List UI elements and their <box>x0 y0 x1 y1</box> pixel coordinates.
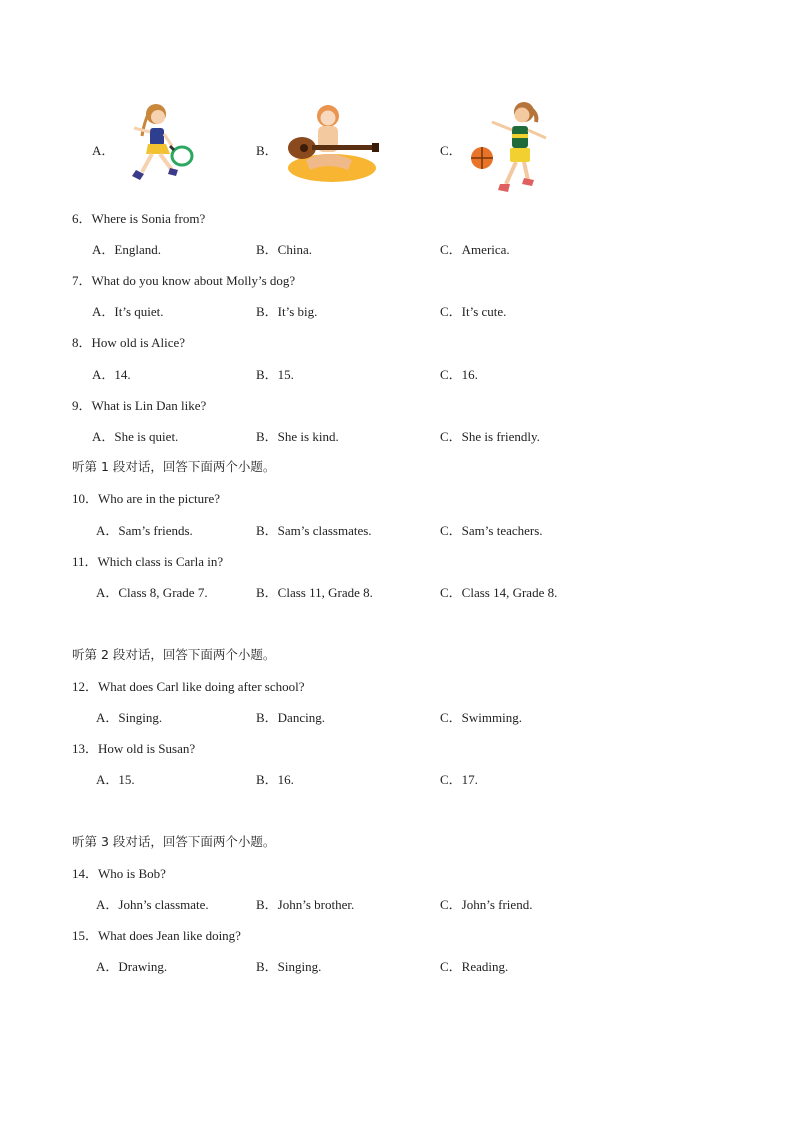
question-9: 9．What is Lin Dan like? <box>72 398 207 413</box>
section-heading-2: 听第 2 段对话，回答下面两个小题。 <box>72 647 276 662</box>
option-c[interactable]: C．Swimming. <box>440 710 522 725</box>
option-letter: A． <box>92 143 115 158</box>
option-a[interactable]: A．England. <box>92 242 161 257</box>
option-b[interactable]: B．Sam’s classmates. <box>256 523 372 538</box>
option-a[interactable]: A．14. <box>92 367 131 382</box>
question-15: 15．What does Jean like doing? <box>72 928 241 943</box>
option-b[interactable]: B．China. <box>256 242 312 257</box>
option-a[interactable]: A．Class 8, Grade 7. <box>96 585 208 600</box>
option-a[interactable]: A．It’s quiet. <box>92 304 164 319</box>
girl-playing-basketball-icon <box>466 100 556 198</box>
option-c[interactable]: C．It’s cute. <box>440 304 507 319</box>
question-7-options <box>0 301 794 319</box>
option-a[interactable]: A．Drawing. <box>96 959 168 974</box>
question-14: 14．Who is Bob? <box>72 866 166 881</box>
option-a[interactable]: A．John’s classmate. <box>96 897 209 912</box>
question-8: 8．How old is Alice? <box>72 335 186 350</box>
option-a[interactable]: A．She is quiet. <box>92 429 179 444</box>
question-12-options <box>0 707 794 725</box>
girl-playing-tennis-icon <box>114 100 194 195</box>
option-a[interactable]: A．15. <box>96 772 135 787</box>
option-a[interactable]: A．Singing. <box>96 710 163 725</box>
section-heading-1: 听第 1 段对话，回答下面两个小题。 <box>72 459 276 474</box>
option-b[interactable]: B．Class 11, Grade 8. <box>256 585 373 600</box>
option-letter: B． <box>256 143 278 158</box>
question-10-options <box>0 520 794 538</box>
question-6: 6．Where is Sonia from? <box>72 211 206 226</box>
option-b[interactable]: B．She is kind. <box>256 429 339 444</box>
image-option-b[interactable] <box>256 100 396 200</box>
option-c[interactable]: C．Reading. <box>440 959 509 974</box>
question-9-options <box>0 426 794 444</box>
option-c[interactable]: C．She is friendly. <box>440 429 540 444</box>
option-b[interactable]: B．Dancing. <box>256 710 325 725</box>
question-13: 13．How old is Susan? <box>72 741 196 756</box>
option-c[interactable]: C．Class 14, Grade 8. <box>440 585 558 600</box>
option-b[interactable]: B．Singing. <box>256 959 322 974</box>
question-15-options <box>0 956 794 974</box>
image-option-a[interactable] <box>92 100 212 200</box>
question-11: 11．Which class is Carla in? <box>72 554 224 569</box>
option-c[interactable]: C．America. <box>440 242 510 257</box>
question-10: 10．Who are in the picture? <box>72 491 220 506</box>
question-13-options <box>0 769 794 787</box>
question-7: 7．What do you know about Molly’s dog? <box>72 273 296 288</box>
option-b[interactable]: B．15. <box>256 367 294 382</box>
option-b[interactable]: B．It’s big. <box>256 304 318 319</box>
option-c[interactable]: C．17. <box>440 772 478 787</box>
question-11-options <box>0 582 794 600</box>
question-12: 12．What does Carl like doing after school? <box>72 679 305 694</box>
option-a[interactable]: A．Sam’s friends. <box>96 523 193 538</box>
option-c[interactable]: C．Sam’s teachers. <box>440 523 543 538</box>
section-heading-3: 听第 3 段对话，回答下面两个小题。 <box>72 834 276 849</box>
option-c[interactable]: C．16. <box>440 367 478 382</box>
question-6-options <box>0 239 794 257</box>
girl-playing-guitar-icon <box>282 100 382 185</box>
option-c[interactable]: C．John’s friend. <box>440 897 533 912</box>
question-14-options <box>0 894 794 912</box>
option-b[interactable]: B．John’s brother. <box>256 897 355 912</box>
question-8-options <box>0 364 794 382</box>
image-options-row <box>0 100 794 200</box>
image-option-c[interactable] <box>440 100 570 200</box>
option-letter: C． <box>440 143 462 158</box>
option-b[interactable]: B．16. <box>256 772 294 787</box>
